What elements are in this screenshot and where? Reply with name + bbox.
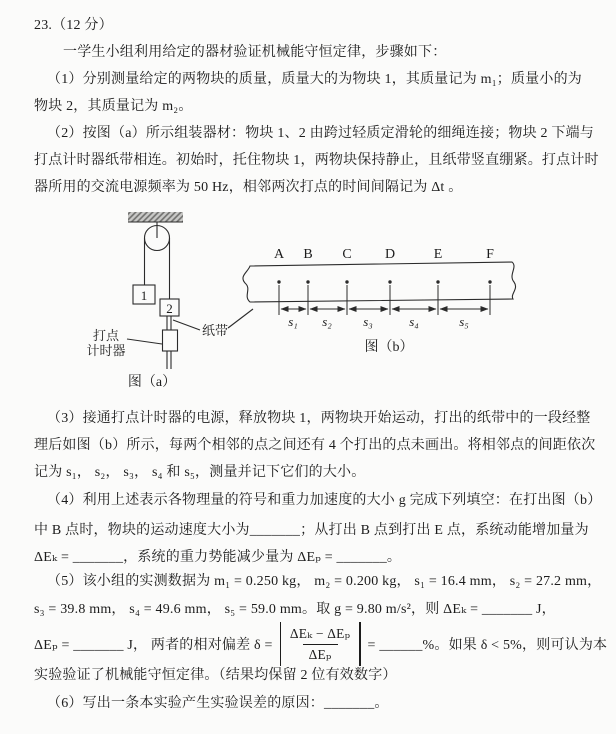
- intro-line: 一学生小组利用给定的器材验证机械能守恒定律，步骤如下：: [63, 45, 447, 60]
- tape-dot-D: [388, 280, 391, 283]
- point-label-C: C: [342, 247, 352, 262]
- step6-line-with-blank: （6）写出一条本实验产生实验误差的原因：_______。: [47, 696, 389, 711]
- formula-after-text: = ______%。如果 δ < 5%，则可认为本: [367, 638, 608, 653]
- step1-line2: 物块 2，其质量记为 m₂。: [34, 99, 193, 114]
- interval-label-s1: s₁: [288, 314, 298, 329]
- tape-dot-E: [436, 280, 439, 283]
- step3-line1: （3）接通打点计时器的电源，释放物块 1，两物块开始运动，打出的纸带中的一段经整: [47, 411, 591, 426]
- tape-dot-F: [488, 280, 491, 283]
- tape-dot-A: [277, 280, 280, 283]
- tape-dot-C: [345, 280, 348, 283]
- step2-line3: 器所用的交流电源频率为 50 Hz，相邻两次打点的时间间隔记为 Δt 。: [34, 180, 463, 195]
- step5-line2-data: s₃ = 39.8 mm， s₄ = 49.6 mm， s₅ = 59.0 mm。取 g = 9.80 m/s²，则 ΔEₖ = _______ J，: [34, 602, 556, 617]
- tape-leader-left: [173, 320, 200, 330]
- step3-line3: 记为 s₁， s₂， s₃， s₄ 和 s₅，测量并记下它们的大小。: [34, 465, 366, 480]
- figures-illustration: [0, 205, 616, 405]
- ceiling-hatch: [128, 212, 183, 222]
- conclusion-line: 实验验证了机械能守恒定律。（结果均保留 2 位有效数字）: [34, 668, 397, 683]
- interval-label-s5: s₅: [459, 314, 469, 329]
- abs-bar-left: [280, 622, 281, 666]
- tape-dot-B: [306, 280, 309, 283]
- tape-b-outline: [243, 262, 516, 302]
- interval-label-s4: s₄: [409, 314, 419, 329]
- fraction-denominator: ΔEₚ: [303, 644, 338, 663]
- step4-line3-with-blanks: ΔEₖ = _______，系统的重力势能减少量为 ΔEₚ = _______。: [34, 550, 402, 565]
- tape-leader-right: [228, 309, 253, 328]
- question-number-line: 23.（12 分）: [34, 18, 113, 33]
- step2-line2: 打点计时器纸带相连。初始时，托住物块 1，两物块保持静止，且纸带竖直绷紧。打点计时: [34, 153, 599, 168]
- point-label-B: B: [303, 247, 313, 262]
- fraction-numerator: ΔEₖ − ΔEₚ: [289, 625, 351, 641]
- block-1-label: 1: [140, 288, 148, 303]
- timer-box: [163, 330, 178, 351]
- formula-before-text: ΔEₚ = _______ J， 两者的相对偏差 δ =: [34, 638, 273, 653]
- point-label-A: A: [273, 247, 285, 262]
- timer-leader-line: [127, 339, 162, 344]
- step3-line2: 理后如图（b）所示，每两个相邻的点之间还有 4 个打出的点未画出。将相邻点的间距依次: [34, 438, 596, 453]
- interval-label-s3: s₃: [363, 314, 373, 329]
- relative-deviation-fraction: [277, 622, 364, 666]
- tape-label: 纸带: [202, 323, 229, 338]
- step5-line1-data: （5）该小组的实测数据为 m₁ = 0.250 kg， m₂ = 0.200 kg， s₁ = 16.4 mm， s₂ = 27.2 mm，: [47, 574, 602, 589]
- interval-label-s2: s₂: [322, 314, 332, 329]
- step4-line2-with-blank: 中 B 点时，物块的运动速度大小为_______；从打出 B 点到打出 E 点，系统动能增加量为: [34, 523, 589, 538]
- step4-line1: （4）利用上述表示各物理量的符号和重力加速度的大小 g 完成下列填空：在打出图（b）: [47, 493, 602, 508]
- block-2-label: 2: [166, 301, 173, 316]
- step2-line1: （2）按图（a）所示组装器材：物块 1、2 由跨过轻质定滑轮的细绳连接；物块 2 下端与: [47, 126, 595, 141]
- timer-label-line1: 打点: [92, 328, 120, 343]
- figure-b-caption: 图（b）: [364, 340, 414, 355]
- point-label-F: F: [486, 247, 494, 262]
- figure-a-caption: 图（a）: [127, 375, 177, 390]
- step1-line1: （1）分别测量给定的两物块的质量，质量大的为物块 1，其质量记为 m₁；质量小的为: [47, 72, 582, 87]
- point-label-E: E: [433, 247, 443, 262]
- timer-label-line2: 计时器: [86, 343, 126, 358]
- abs-bar-right: [359, 622, 360, 666]
- figure-b: [243, 247, 516, 355]
- point-label-D: D: [384, 247, 396, 262]
- figure-a: [86, 212, 253, 390]
